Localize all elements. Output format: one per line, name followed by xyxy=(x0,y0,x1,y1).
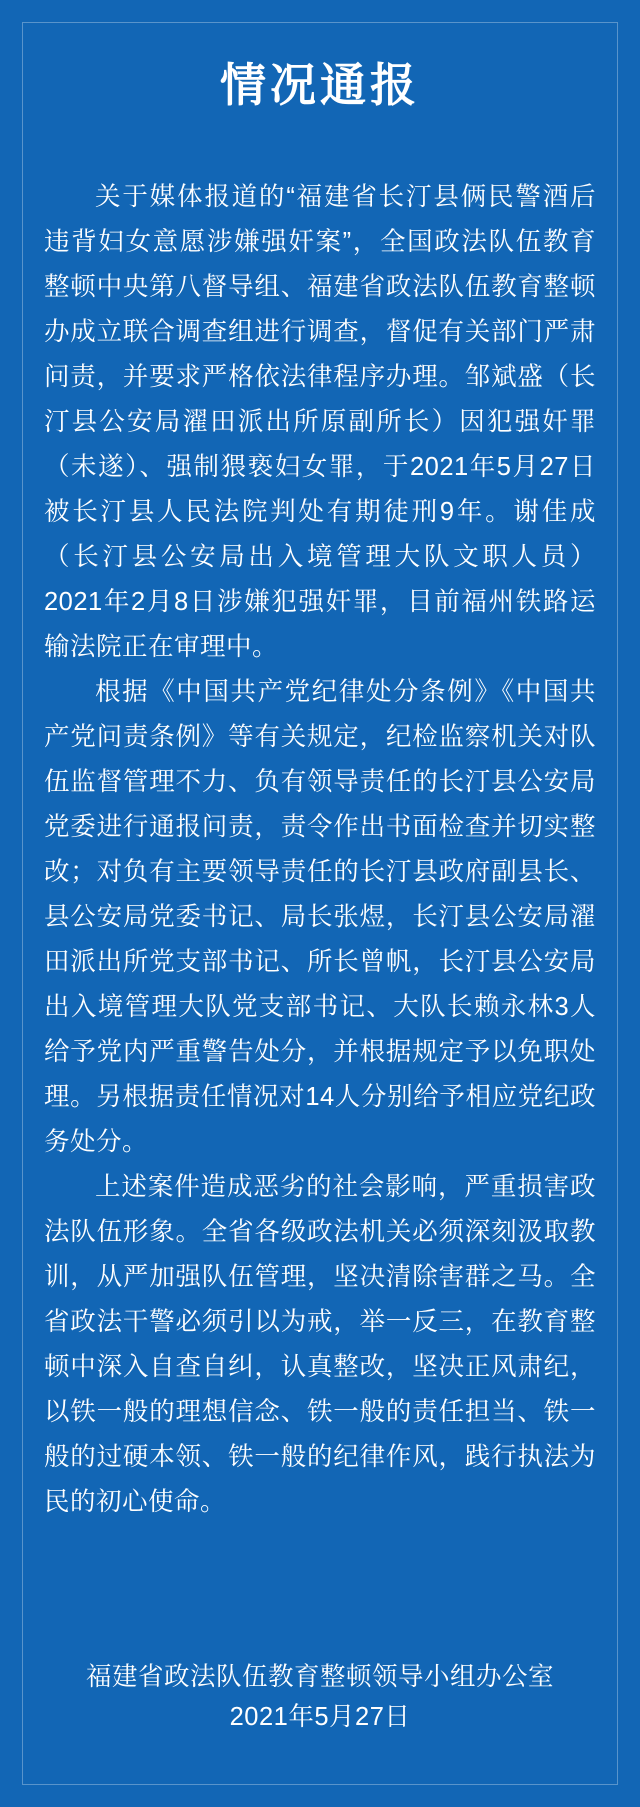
signature-block xyxy=(44,1657,596,1737)
notice-body xyxy=(44,175,596,1525)
signature-issuer: 福建省政法队伍教育整顿领导小组办公室 xyxy=(85,1663,554,1691)
page-title: 情况通报 xyxy=(220,59,420,111)
signature-date: 2021年5月27日 xyxy=(229,1703,411,1731)
paragraph-1: 关于媒体报道的“福建省长汀县俩民警酒后违背妇女意愿涉嫌强奸案”，全国政法队伍教育整顿中央第八督导组、福建省政法队伍教育整顿办成立联合调查组进行调查，督促有关部门严肃问责，并要求严格依法律程序办理。邹斌盛（长汀县公安局濯田派出所原副所长）因犯强奸罪（未遂）、强制猥亵妇女罪，于2021年5月27日被长汀县人民法院判处有期徒刑9年。谢佳成（长汀县公安局出入境管理大队文职人员）2021年2月8日涉嫌犯强奸罪，目前福州铁路运输法院正在审理中。 xyxy=(44,183,596,662)
paragraph-3: 上述案件造成恶劣的社会影响，严重损害政法队伍形象。全省各级政法机关必须深刻汲取教训，从严加强队伍管理，坚决清除害群之马。全省政法干警必须引以为戒，举一反三，在教育整顿中深入自查自纠，认真整改，坚决正风肃纪，以铁一般的理想信念、铁一般的责任担当、铁一般的过硬本领、铁一般的纪律作风，践行执法为民的初心使命。 xyxy=(44,1173,596,1517)
paragraph-2: 根据《中国共产党纪律处分条例》《中国共产党问责条例》等有关规定，纪检监察机关对队伍监督管理不力、负有领导责任的长汀县公安局党委进行通报问责，责令作出书面检查并切实整改；对负有主要领导责任的长汀县政府副县长、县公安局党委书记、局长张煜，长汀县公安局濯田派出所党支部书记、所长曾帆，长汀县公安局出入境管理大队党支部书记、大队长赖永林3人给予党内严重警告处分，并根据规定予以免职处理。另根据责任情况对14人分别给予相应党纪政务处分。 xyxy=(44,678,596,1157)
